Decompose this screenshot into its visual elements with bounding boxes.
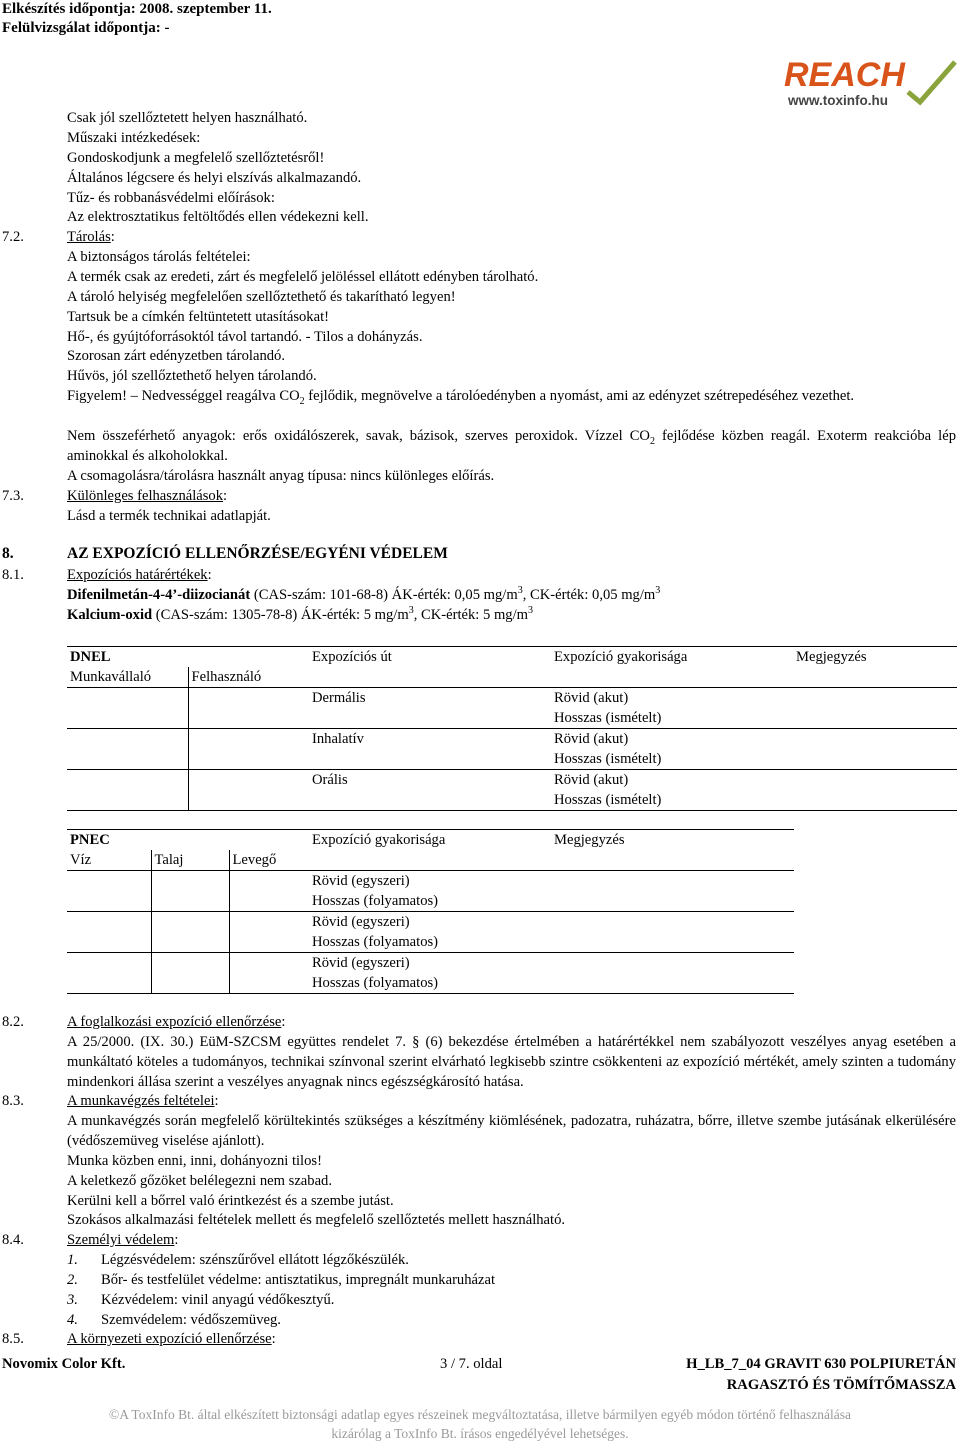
- logo-url: www.toxinfo.hu: [788, 93, 888, 108]
- column-header: Megjegyzés: [796, 649, 867, 665]
- reach-logo-text: REACH: [784, 56, 905, 94]
- body-line: Tartsuk be a címkén feltüntetett utasításokat!: [67, 309, 329, 325]
- list-item: Kézvédelem: vinil anyagú védőkesztyű.: [101, 1292, 335, 1308]
- section-number: 8.5.: [2, 1331, 24, 1347]
- body-line: Szokásos alkalmazási feltételek mellett és megfelelő szellőztetés mellett használható.: [67, 1212, 566, 1228]
- chapter-number: 8.: [2, 545, 14, 562]
- section-number: 8.1.: [2, 567, 24, 583]
- checkmark-icon: [908, 62, 955, 102]
- frequency-cell: Rövid (akut) Hosszas (ismételt): [554, 731, 662, 767]
- body-line: Tűz- és robbanásvédelmi előírások:: [67, 190, 275, 206]
- limit-line-cao: Kalcium-oxid (CAS-szám: 1305-78-8) ÁK-érték: 5 $mg/m^3$, CK-érték: 5 $mg/m^3$: [67, 605, 534, 623]
- body-line: Csak jól szellőztetett helyen használható.: [67, 110, 308, 126]
- section-number: 8.3.: [2, 1093, 24, 1109]
- column-header: Expozíciós út: [312, 649, 392, 665]
- copyright-line: kizárólag a ToxInfo Bt. írásos engedélyével lehetséges.: [331, 1426, 629, 1441]
- incompatibility-paragraph: Nem összeférhető anyagok: erős oxidálószerek, savak, bázisok, szerves peroxidok. Vízzel $CO_2$ fejlődése közben reagál. Exoterm reakcióba lép aminokkal és alkoholokkal.: [67, 428, 956, 464]
- section-number: 8.2.: [2, 1014, 24, 1030]
- frequency-cell: Rövid (akut) Hosszas (ismételt): [554, 690, 662, 726]
- section-heading: Expozíciós határértékek:: [67, 567, 212, 583]
- section-heading: A munkavégzés feltételei:: [67, 1093, 219, 1109]
- body-line: A termék csak az eredeti, zárt és megfelelő jelöléssel ellátott edényben tárolható.: [67, 269, 539, 285]
- list-number: 4.: [67, 1312, 78, 1328]
- column-header: Expozíció gyakorisága: [554, 649, 688, 665]
- pnec-table: [67, 829, 794, 994]
- body-line: Szorosan zárt edényzetben tárolandó.: [67, 348, 286, 364]
- pnec-header: PNEC: [70, 832, 110, 848]
- creation-date: Elkészítés időpontja: 2008. szeptember 11.: [2, 1, 272, 17]
- list-number: 3.: [67, 1292, 78, 1308]
- route-cell: Inhalatív: [312, 731, 364, 747]
- route-cell: Dermális: [312, 690, 366, 706]
- section-number: 7.3.: [2, 488, 24, 504]
- frequency-cell: Rövid (egyszeri) Hosszas (folyamatos): [312, 914, 439, 950]
- body-line: Kerülni kell a bőrrel való érintkezést és a szembe jutást.: [67, 1193, 394, 1209]
- body-line: Lásd a termék technikai adatlapját.: [67, 508, 271, 524]
- frequency-cell: Rövid (akut) Hosszas (ismételt): [554, 772, 662, 808]
- copyright-line: ©A ToxInfo Bt. által elkészített biztonsági adatlap egyes részeinek megváltoztatása, illetve bármilyen egyéb módon történő felhasználása: [109, 1407, 851, 1422]
- column-header: Levegő: [232, 852, 277, 868]
- column-header: Megjegyzés: [554, 832, 625, 848]
- column-header: Munkavállaló: [67, 667, 188, 688]
- section-number: 7.2.: [2, 229, 24, 245]
- footer-company: Novomix Color Kft.: [2, 1356, 126, 1372]
- list-item: Bőr- és testfelület védelme: antisztatikus, impregnált munkaruházat: [101, 1272, 496, 1288]
- body-line: Hő-, és gyújtóforrásoktól távol tartandó. - Tilos a dohányzás.: [67, 329, 423, 345]
- route-cell: Orális: [312, 772, 348, 788]
- column-header: Víz: [67, 850, 151, 871]
- body-line: A csomagolásra/tárolásra használt anyag típusa: nincs különleges előírás.: [67, 468, 495, 484]
- body-line: Műszaki intézkedések:: [67, 130, 201, 146]
- body-line: Hűvös, jól szellőztethető helyen tárolandó.: [67, 368, 317, 384]
- footer-product: H_LB_7_04 GRAVIT 630 POLPIURETÁN RAGASZTÓ ÉS TÖMÍTŐMASSZA: [686, 1356, 956, 1393]
- reach-logo: [780, 56, 960, 110]
- dnel-table: [67, 646, 957, 811]
- body-line: A biztonságos tárolás feltételei:: [67, 249, 251, 265]
- section-heading: A környezeti expozíció ellenőrzése:: [67, 1331, 276, 1347]
- body-line: A keletkező gőzöket belélegezni nem szabad.: [67, 1173, 333, 1189]
- column-header: Felhasználó: [191, 669, 262, 685]
- section-number: 8.4.: [2, 1232, 24, 1248]
- list-item: Szemvédelem: védőszemüveg.: [101, 1312, 281, 1328]
- column-header: Talaj: [151, 850, 229, 871]
- body-line: Általános légcsere és helyi elszívás alkalmazandó.: [67, 170, 362, 186]
- section-heading: Tárolás:: [67, 229, 115, 245]
- section-heading: Személyi védelem:: [67, 1232, 179, 1248]
- revision-date: Felülvizsgálat időpontja: -: [2, 20, 170, 36]
- body-line: A tároló helyiség megfelelően szellőztethető és takarítható legyen!: [67, 289, 456, 305]
- chapter-title: AZ EXPOZÍCIÓ ELLENŐRZÉSE/EGYÉNI VÉDELEM: [67, 545, 448, 562]
- section-heading: A foglalkozási expozíció ellenőrzése:: [67, 1014, 286, 1030]
- body-line: Gondoskodjunk a megfelelő szellőztetésről!: [67, 150, 325, 166]
- frequency-cell: Rövid (egyszeri) Hosszas (folyamatos): [312, 955, 439, 991]
- frequency-cell: Rövid (egyszeri) Hosszas (folyamatos): [312, 873, 439, 909]
- reach-logo-graphic: [780, 56, 960, 110]
- page-number: 3 / 7. oldal: [440, 1356, 503, 1372]
- warning-paragraph: Figyelem! – Nedvességgel reagálva $CO_2$ fejlődik, megnövelve a tárolóedényben a nyomást, ami az edényzet szétrepedéséhez vezethet.: [67, 388, 855, 407]
- list-number: 2.: [67, 1272, 78, 1288]
- regulation-paragraph: A 25/2000. (IX. 30.) EüM-SZCSM együttes rendelet 7. § (6) bekezdése értelmében a határértékkel nem szabályozott veszélyes anyag esetében a munkáltató köteles a tudományos, technikai színvonal szerint elvárható legkisebb szintre csökkenteni az expozíció mértékét, amely szinten a tudomány mindenkori állása szerint a veszélyes anyagnak nincs egészségkárosító hatása.: [67, 1034, 956, 1090]
- workplace-paragraph: A munkavégzés során megfelelő körültekintés szükséges a készítmény kiömlésének, padozatra, ruházatra, bőrre, illetve szembe jutásának elkerülésére (védőszemüveg viselése ajánlott).: [67, 1113, 956, 1149]
- column-header: Expozíció gyakorisága: [312, 832, 446, 848]
- list-number: 1.: [67, 1252, 78, 1268]
- body-line: Munka közben enni, inni, dohányozni tilos!: [67, 1153, 322, 1169]
- section-heading: Különleges felhasználások:: [67, 488, 228, 504]
- list-item: Légzésvédelem: szénszűrővel ellátott légzőkészülék.: [101, 1252, 409, 1268]
- body-line: Az elektrosztatikus feltöltődés ellen védekezni kell.: [67, 209, 369, 225]
- dnel-header: DNEL: [70, 649, 111, 665]
- limit-line-mdi: Difenilmetán-4-4’-diizocianát (CAS-szám: 101-68-8) ÁK-érték: 0,05 $mg/m^3$, CK-érték: 0,05 $mg/m^3$: [67, 585, 661, 603]
